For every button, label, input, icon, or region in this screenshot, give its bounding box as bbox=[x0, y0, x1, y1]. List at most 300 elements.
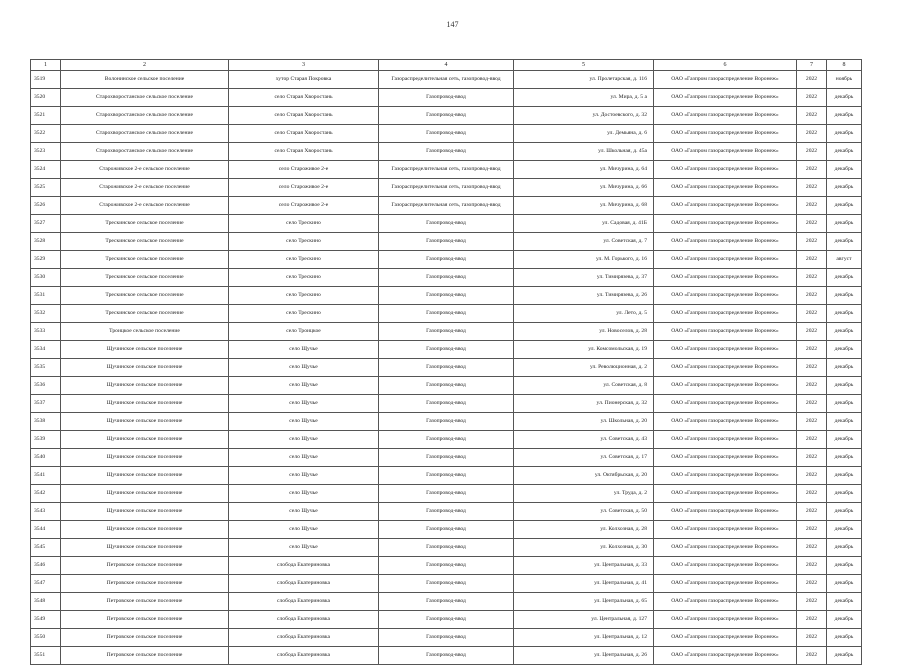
operator-cell: ОАО «Газпром газораспределение Воронеж» bbox=[654, 413, 797, 431]
object-type-cell: Газопровод-ввод bbox=[379, 359, 514, 377]
address-cell: ул. Революционная, д. 2 bbox=[514, 359, 654, 377]
row-number-cell: 3536 bbox=[31, 377, 61, 395]
object-type-cell: Газопровод-ввод bbox=[379, 521, 514, 539]
object-type-cell: Газораспределительная сеть, газопровод-ввод bbox=[379, 179, 514, 197]
month-cell: декабрь bbox=[827, 125, 862, 143]
locality-cell: село Трескино bbox=[229, 215, 379, 233]
row-number-cell: 3525 bbox=[31, 179, 61, 197]
month-cell: декабрь bbox=[827, 467, 862, 485]
address-cell: ул. Пролетарская, д. 116 bbox=[514, 71, 654, 89]
month-cell: декабрь bbox=[827, 197, 862, 215]
table-row bbox=[31, 521, 862, 539]
locality-cell: слобода Екатериновка bbox=[229, 629, 379, 647]
table-row bbox=[31, 413, 862, 431]
year-cell: 2022 bbox=[797, 557, 827, 575]
object-type-cell: Газопровод-ввод bbox=[379, 539, 514, 557]
table-row bbox=[31, 143, 862, 161]
year-cell: 2022 bbox=[797, 575, 827, 593]
address-cell: ул. Школьная, д. 20 bbox=[514, 413, 654, 431]
settlement-district-cell: Старохворостанское сельское поселение bbox=[61, 125, 229, 143]
locality-cell: село Староживое 2-е bbox=[229, 179, 379, 197]
month-cell: декабрь bbox=[827, 179, 862, 197]
year-cell: 2022 bbox=[797, 71, 827, 89]
year-cell: 2022 bbox=[797, 305, 827, 323]
operator-cell: ОАО «Газпром газораспределение Воронеж» bbox=[654, 251, 797, 269]
address-cell: ул. Мичурина, д. 64 bbox=[514, 161, 654, 179]
row-number-cell: 3524 bbox=[31, 161, 61, 179]
row-number-cell: 3533 bbox=[31, 323, 61, 341]
address-cell: ул. Советская, д. 17 bbox=[514, 449, 654, 467]
settlement-district-cell: Волонинское сельское поселение bbox=[61, 71, 229, 89]
table-row bbox=[31, 485, 862, 503]
column-header: 1 bbox=[31, 60, 61, 71]
operator-cell: ОАО «Газпром газораспределение Воронеж» bbox=[654, 359, 797, 377]
column-header: 3 bbox=[229, 60, 379, 71]
column-header: 6 bbox=[654, 60, 797, 71]
locality-cell: село Староживое 2-е bbox=[229, 161, 379, 179]
address-cell: ул. Тимирязева, д. 26 bbox=[514, 287, 654, 305]
operator-cell: ОАО «Газпром газораспределение Воронеж» bbox=[654, 395, 797, 413]
operator-cell: ОАО «Газпром газораспределение Воронеж» bbox=[654, 593, 797, 611]
month-cell: декабрь bbox=[827, 215, 862, 233]
table-row bbox=[31, 593, 862, 611]
row-number-cell: 3547 bbox=[31, 575, 61, 593]
row-number-cell: 3532 bbox=[31, 305, 61, 323]
year-cell: 2022 bbox=[797, 593, 827, 611]
object-type-cell: Газопровод-ввод bbox=[379, 323, 514, 341]
operator-cell: ОАО «Газпром газораспределение Воронеж» bbox=[654, 341, 797, 359]
operator-cell: ОАО «Газпром газораспределение Воронеж» bbox=[654, 521, 797, 539]
table-row bbox=[31, 323, 862, 341]
address-cell: ул. Центральная, д. 41 bbox=[514, 575, 654, 593]
operator-cell: ОАО «Газпром газораспределение Воронеж» bbox=[654, 215, 797, 233]
address-cell: ул. Советская, д. 50 bbox=[514, 503, 654, 521]
operator-cell: ОАО «Газпром газораспределение Воронеж» bbox=[654, 161, 797, 179]
address-cell: ул. Тимирязева, д. 37 bbox=[514, 269, 654, 287]
month-cell: декабрь bbox=[827, 449, 862, 467]
table-row bbox=[31, 557, 862, 575]
object-type-cell: Газораспределительная сеть, газопровод-ввод bbox=[379, 197, 514, 215]
locality-cell: село Староживое 2-е bbox=[229, 197, 379, 215]
year-cell: 2022 bbox=[797, 431, 827, 449]
settlement-district-cell: Старохворостанское сельское поселение bbox=[61, 89, 229, 107]
row-number-cell: 3527 bbox=[31, 215, 61, 233]
month-cell: декабрь bbox=[827, 341, 862, 359]
year-cell: 2022 bbox=[797, 503, 827, 521]
row-number-cell: 3523 bbox=[31, 143, 61, 161]
settlement-district-cell: Щучинское сельское поселение bbox=[61, 539, 229, 557]
column-header: 7 bbox=[797, 60, 827, 71]
operator-cell: ОАО «Газпром газораспределение Воронеж» bbox=[654, 125, 797, 143]
address-cell: ул. Мичурина, д. 66 bbox=[514, 179, 654, 197]
operator-cell: ОАО «Газпром газораспределение Воронеж» bbox=[654, 377, 797, 395]
settlement-district-cell: Петровское сельское поселение bbox=[61, 557, 229, 575]
locality-cell: хутор Старая Покровка bbox=[229, 71, 379, 89]
month-cell: декабрь bbox=[827, 107, 862, 125]
settlement-district-cell: Петровское сельское поселение bbox=[61, 593, 229, 611]
table-row bbox=[31, 503, 862, 521]
year-cell: 2022 bbox=[797, 377, 827, 395]
operator-cell: ОАО «Газпром газораспределение Воронеж» bbox=[654, 431, 797, 449]
object-type-cell: Газопровод-ввод bbox=[379, 647, 514, 665]
row-number-cell: 3521 bbox=[31, 107, 61, 125]
row-number-cell: 3529 bbox=[31, 251, 61, 269]
object-type-cell: Газопровод-ввод bbox=[379, 575, 514, 593]
settlement-district-cell: Петровское сельское поселение bbox=[61, 629, 229, 647]
settlement-district-cell: Щучинское сельское поселение bbox=[61, 395, 229, 413]
row-number-cell: 3545 bbox=[31, 539, 61, 557]
address-cell: ул. Достоевского, д. 32 bbox=[514, 107, 654, 125]
locality-cell: село Щучье bbox=[229, 431, 379, 449]
year-cell: 2022 bbox=[797, 107, 827, 125]
operator-cell: ОАО «Газпром газораспределение Воронеж» bbox=[654, 539, 797, 557]
address-cell: ул. Мира, д. 5 а bbox=[514, 89, 654, 107]
month-cell: декабрь bbox=[827, 359, 862, 377]
month-cell: ноябрь bbox=[827, 71, 862, 89]
month-cell: декабрь bbox=[827, 611, 862, 629]
locality-cell: село Щучье bbox=[229, 395, 379, 413]
settlement-district-cell: Щучинское сельское поселение bbox=[61, 359, 229, 377]
table-row bbox=[31, 233, 862, 251]
month-cell: декабрь bbox=[827, 593, 862, 611]
row-number-cell: 3531 bbox=[31, 287, 61, 305]
locality-cell: село Щучье bbox=[229, 377, 379, 395]
address-cell: ул. Колхозная, д. 30 bbox=[514, 539, 654, 557]
object-type-cell: Газопровод-ввод bbox=[379, 593, 514, 611]
locality-cell: слобода Екатериновка bbox=[229, 557, 379, 575]
year-cell: 2022 bbox=[797, 323, 827, 341]
operator-cell: ОАО «Газпром газораспределение Воронеж» bbox=[654, 629, 797, 647]
year-cell: 2022 bbox=[797, 521, 827, 539]
address-cell: ул. Советская, д. 43 bbox=[514, 431, 654, 449]
locality-cell: село Трескино bbox=[229, 251, 379, 269]
operator-cell: ОАО «Газпром газораспределение Воронеж» bbox=[654, 449, 797, 467]
object-type-cell: Газораспределительная сеть, газопровод-ввод bbox=[379, 71, 514, 89]
settlement-district-cell: Трескинское сельское поселение bbox=[61, 233, 229, 251]
month-cell: декабрь bbox=[827, 485, 862, 503]
settlement-district-cell: Щучинское сельское поселение bbox=[61, 485, 229, 503]
month-cell: декабрь bbox=[827, 413, 862, 431]
operator-cell: ОАО «Газпром газораспределение Воронеж» bbox=[654, 611, 797, 629]
table-row bbox=[31, 341, 862, 359]
object-type-cell: Газопровод-ввод bbox=[379, 341, 514, 359]
column-header: 4 bbox=[379, 60, 514, 71]
year-cell: 2022 bbox=[797, 395, 827, 413]
settlement-district-cell: Старохворостанское сельское поселение bbox=[61, 107, 229, 125]
address-cell: ул. Центральная, д. 127 bbox=[514, 611, 654, 629]
object-type-cell: Газопровод-ввод bbox=[379, 485, 514, 503]
row-number-cell: 3528 bbox=[31, 233, 61, 251]
column-header: 5 bbox=[514, 60, 654, 71]
month-cell: декабрь bbox=[827, 377, 862, 395]
object-type-cell: Газораспределительная сеть, газопровод-ввод bbox=[379, 161, 514, 179]
locality-cell: село Щучье bbox=[229, 449, 379, 467]
object-type-cell: Газопровод-ввод bbox=[379, 431, 514, 449]
row-number-cell: 3550 bbox=[31, 629, 61, 647]
settlement-district-cell: Щучинское сельское поселение bbox=[61, 341, 229, 359]
operator-cell: ОАО «Газпром газораспределение Воронеж» bbox=[654, 557, 797, 575]
month-cell: декабрь bbox=[827, 143, 862, 161]
settlement-district-cell: Щучинское сельское поселение bbox=[61, 449, 229, 467]
table-row bbox=[31, 431, 862, 449]
settlement-district-cell: Щучинское сельское поселение bbox=[61, 521, 229, 539]
locality-cell: село Щучье bbox=[229, 503, 379, 521]
table-row bbox=[31, 539, 862, 557]
settlement-district-cell: Петровское сельское поселение bbox=[61, 575, 229, 593]
address-cell: ул. Центральная, д. 26 bbox=[514, 647, 654, 665]
operator-cell: ОАО «Газпром газораспределение Воронеж» bbox=[654, 323, 797, 341]
month-cell: декабрь bbox=[827, 161, 862, 179]
table-row bbox=[31, 467, 862, 485]
year-cell: 2022 bbox=[797, 179, 827, 197]
address-cell: ул. Демьяна, д. 6 bbox=[514, 125, 654, 143]
table-row bbox=[31, 89, 862, 107]
object-type-cell: Газопровод-ввод bbox=[379, 215, 514, 233]
row-number-cell: 3551 bbox=[31, 647, 61, 665]
table-row bbox=[31, 647, 862, 665]
row-number-cell: 3539 bbox=[31, 431, 61, 449]
operator-cell: ОАО «Газпром газораспределение Воронеж» bbox=[654, 89, 797, 107]
year-cell: 2022 bbox=[797, 251, 827, 269]
settlement-district-cell: Старохворостанское сельское поселение bbox=[61, 143, 229, 161]
locality-cell: село Старая Хворостань bbox=[229, 89, 379, 107]
table-row bbox=[31, 629, 862, 647]
row-number-cell: 3534 bbox=[31, 341, 61, 359]
operator-cell: ОАО «Газпром газораспределение Воронеж» bbox=[654, 647, 797, 665]
row-number-cell: 3530 bbox=[31, 269, 61, 287]
year-cell: 2022 bbox=[797, 233, 827, 251]
object-type-cell: Газопровод-ввод bbox=[379, 449, 514, 467]
object-type-cell: Газопровод-ввод bbox=[379, 305, 514, 323]
settlement-district-cell: Щучинское сельское поселение bbox=[61, 503, 229, 521]
address-cell: ул. Труда, д. 2 bbox=[514, 485, 654, 503]
month-cell: декабрь bbox=[827, 269, 862, 287]
address-cell: ул. Колхозная, д. 28 bbox=[514, 521, 654, 539]
address-cell: ул. Новоселов, д. 28 bbox=[514, 323, 654, 341]
row-number-cell: 3537 bbox=[31, 395, 61, 413]
year-cell: 2022 bbox=[797, 611, 827, 629]
month-cell: декабрь bbox=[827, 395, 862, 413]
table-row bbox=[31, 251, 862, 269]
settlement-district-cell: Трескинское сельское поселение bbox=[61, 251, 229, 269]
month-cell: декабрь bbox=[827, 305, 862, 323]
column-header: 2 bbox=[61, 60, 229, 71]
year-cell: 2022 bbox=[797, 161, 827, 179]
year-cell: 2022 bbox=[797, 197, 827, 215]
row-number-cell: 3538 bbox=[31, 413, 61, 431]
month-cell: декабрь bbox=[827, 431, 862, 449]
row-number-cell: 3542 bbox=[31, 485, 61, 503]
settlement-district-cell: Трескинское сельское поселение bbox=[61, 287, 229, 305]
table-header-row bbox=[31, 60, 862, 71]
address-cell: ул. Лето, д. 5 bbox=[514, 305, 654, 323]
operator-cell: ОАО «Газпром газораспределение Воронеж» bbox=[654, 179, 797, 197]
locality-cell: село Щучье bbox=[229, 413, 379, 431]
object-type-cell: Газопровод-ввод bbox=[379, 107, 514, 125]
locality-cell: село Трескино bbox=[229, 305, 379, 323]
locality-cell: слобода Екатериновка bbox=[229, 647, 379, 665]
operator-cell: ОАО «Газпром газораспределение Воронеж» bbox=[654, 503, 797, 521]
year-cell: 2022 bbox=[797, 215, 827, 233]
table-row bbox=[31, 287, 862, 305]
object-type-cell: Газопровод-ввод bbox=[379, 269, 514, 287]
month-cell: декабрь bbox=[827, 575, 862, 593]
settlement-district-cell: Староживское 2-е сельское поселение bbox=[61, 161, 229, 179]
locality-cell: село Старая Хворостань bbox=[229, 143, 379, 161]
table-row bbox=[31, 71, 862, 89]
table-row bbox=[31, 215, 862, 233]
settlement-district-cell: Трескинское сельское поселение bbox=[61, 269, 229, 287]
year-cell: 2022 bbox=[797, 359, 827, 377]
table-row bbox=[31, 377, 862, 395]
settlement-district-cell: Щучинское сельское поселение bbox=[61, 377, 229, 395]
table-row bbox=[31, 179, 862, 197]
object-type-cell: Газопровод-ввод bbox=[379, 251, 514, 269]
gas-pipeline-table bbox=[30, 59, 862, 665]
object-type-cell: Газопровод-ввод bbox=[379, 89, 514, 107]
address-cell: ул. Советская, д. 7 bbox=[514, 233, 654, 251]
locality-cell: село Щучье bbox=[229, 539, 379, 557]
year-cell: 2022 bbox=[797, 143, 827, 161]
month-cell: декабрь bbox=[827, 89, 862, 107]
object-type-cell: Газопровод-ввод bbox=[379, 377, 514, 395]
year-cell: 2022 bbox=[797, 485, 827, 503]
month-cell: декабрь bbox=[827, 521, 862, 539]
object-type-cell: Газопровод-ввод bbox=[379, 413, 514, 431]
address-cell: ул. Комсомольская, д. 19 bbox=[514, 341, 654, 359]
address-cell: ул. Центральная, д. 12 bbox=[514, 629, 654, 647]
table-row bbox=[31, 269, 862, 287]
year-cell: 2022 bbox=[797, 647, 827, 665]
settlement-district-cell: Щучинское сельское поселение bbox=[61, 413, 229, 431]
address-cell: ул. Октябрьская, д. 20 bbox=[514, 467, 654, 485]
table-body bbox=[31, 71, 862, 665]
row-number-cell: 3544 bbox=[31, 521, 61, 539]
year-cell: 2022 bbox=[797, 125, 827, 143]
month-cell: декабрь bbox=[827, 503, 862, 521]
row-number-cell: 3519 bbox=[31, 71, 61, 89]
operator-cell: ОАО «Газпром газораспределение Воронеж» bbox=[654, 71, 797, 89]
locality-cell: село Щучье bbox=[229, 359, 379, 377]
row-number-cell: 3549 bbox=[31, 611, 61, 629]
locality-cell: село Трескино bbox=[229, 287, 379, 305]
operator-cell: ОАО «Газпром газораспределение Воронеж» bbox=[654, 233, 797, 251]
address-cell: ул. Пионерская, д. 32 bbox=[514, 395, 654, 413]
operator-cell: ОАО «Газпром газораспределение Воронеж» bbox=[654, 107, 797, 125]
row-number-cell: 3546 bbox=[31, 557, 61, 575]
settlement-district-cell: Щучинское сельское поселение bbox=[61, 431, 229, 449]
year-cell: 2022 bbox=[797, 539, 827, 557]
year-cell: 2022 bbox=[797, 269, 827, 287]
year-cell: 2022 bbox=[797, 449, 827, 467]
row-number-cell: 3540 bbox=[31, 449, 61, 467]
row-number-cell: 3526 bbox=[31, 197, 61, 215]
settlement-district-cell: Староживское 2-е сельское поселение bbox=[61, 197, 229, 215]
month-cell: декабрь bbox=[827, 629, 862, 647]
settlement-district-cell: Щучинское сельское поселение bbox=[61, 467, 229, 485]
month-cell: декабрь bbox=[827, 233, 862, 251]
locality-cell: село Трескино bbox=[229, 233, 379, 251]
table-row bbox=[31, 107, 862, 125]
address-cell: ул. Садовая, д. 41Б bbox=[514, 215, 654, 233]
object-type-cell: Газопровод-ввод bbox=[379, 287, 514, 305]
table-row bbox=[31, 575, 862, 593]
address-cell: ул. Школьная, д. 45а bbox=[514, 143, 654, 161]
object-type-cell: Газопровод-ввод bbox=[379, 611, 514, 629]
operator-cell: ОАО «Газпром газораспределение Воронеж» bbox=[654, 197, 797, 215]
row-number-cell: 3548 bbox=[31, 593, 61, 611]
table-row bbox=[31, 125, 862, 143]
year-cell: 2022 bbox=[797, 413, 827, 431]
locality-cell: село Щучье bbox=[229, 485, 379, 503]
locality-cell: село Щучье bbox=[229, 521, 379, 539]
locality-cell: слобода Екатериновка bbox=[229, 611, 379, 629]
row-number-cell: 3543 bbox=[31, 503, 61, 521]
settlement-district-cell: Трескинское сельское поселение bbox=[61, 305, 229, 323]
row-number-cell: 3520 bbox=[31, 89, 61, 107]
operator-cell: ОАО «Газпром газораспределение Воронеж» bbox=[654, 287, 797, 305]
settlement-district-cell: Трескинское сельское поселение bbox=[61, 215, 229, 233]
settlement-district-cell: Троицкое сельское поселение bbox=[61, 323, 229, 341]
row-number-cell: 3522 bbox=[31, 125, 61, 143]
settlement-district-cell: Петровское сельское поселение bbox=[61, 647, 229, 665]
address-cell: ул. Центральная, д. 33 bbox=[514, 557, 654, 575]
object-type-cell: Газопровод-ввод bbox=[379, 233, 514, 251]
table-row bbox=[31, 359, 862, 377]
year-cell: 2022 bbox=[797, 467, 827, 485]
year-cell: 2022 bbox=[797, 629, 827, 647]
operator-cell: ОАО «Газпром газораспределение Воронеж» bbox=[654, 143, 797, 161]
year-cell: 2022 bbox=[797, 341, 827, 359]
locality-cell: село Трескино bbox=[229, 269, 379, 287]
address-cell: ул. Мичурина, д. 68 bbox=[514, 197, 654, 215]
locality-cell: село Троицкое bbox=[229, 323, 379, 341]
object-type-cell: Газопровод-ввод bbox=[379, 395, 514, 413]
month-cell: август bbox=[827, 251, 862, 269]
operator-cell: ОАО «Газпром газораспределение Воронеж» bbox=[654, 305, 797, 323]
row-number-cell: 3535 bbox=[31, 359, 61, 377]
page-number: 147 bbox=[446, 20, 459, 29]
year-cell: 2022 bbox=[797, 89, 827, 107]
address-cell: ул. Центральная, д. 65 bbox=[514, 593, 654, 611]
month-cell: декабрь bbox=[827, 647, 862, 665]
object-type-cell: Газопровод-ввод bbox=[379, 503, 514, 521]
operator-cell: ОАО «Газпром газораспределение Воронеж» bbox=[654, 485, 797, 503]
table-row bbox=[31, 161, 862, 179]
locality-cell: село Старая Хворостань bbox=[229, 125, 379, 143]
table-row bbox=[31, 197, 862, 215]
locality-cell: село Старая Хворостань bbox=[229, 107, 379, 125]
operator-cell: ОАО «Газпром газораспределение Воронеж» bbox=[654, 575, 797, 593]
year-cell: 2022 bbox=[797, 287, 827, 305]
address-cell: ул. М. Горького, д. 16 bbox=[514, 251, 654, 269]
address-cell: ул. Советская, д. 8 bbox=[514, 377, 654, 395]
locality-cell: село Щучье bbox=[229, 467, 379, 485]
table-row bbox=[31, 449, 862, 467]
object-type-cell: Газопровод-ввод bbox=[379, 467, 514, 485]
locality-cell: слобода Екатериновка bbox=[229, 575, 379, 593]
locality-cell: село Щучье bbox=[229, 341, 379, 359]
settlement-district-cell: Петровское сельское поселение bbox=[61, 611, 229, 629]
object-type-cell: Газопровод-ввод bbox=[379, 143, 514, 161]
object-type-cell: Газопровод-ввод bbox=[379, 125, 514, 143]
table-row bbox=[31, 395, 862, 413]
row-number-cell: 3541 bbox=[31, 467, 61, 485]
month-cell: декабрь bbox=[827, 323, 862, 341]
operator-cell: ОАО «Газпром газораспределение Воронеж» bbox=[654, 269, 797, 287]
month-cell: декабрь bbox=[827, 557, 862, 575]
column-header: 8 bbox=[827, 60, 862, 71]
